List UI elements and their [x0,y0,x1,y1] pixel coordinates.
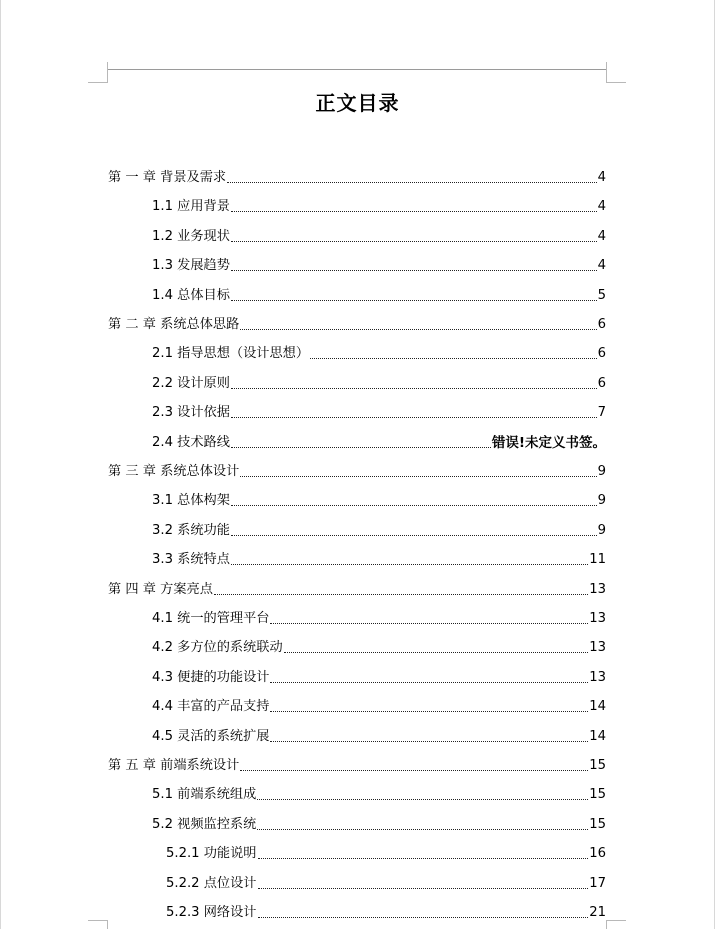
crop-mark-bottom-right-v [606,920,607,929]
toc-page-number: 6 [597,376,606,391]
toc-page-number: 9 [597,464,606,479]
toc-entry-label: 第 一 章 背景及需求 [108,170,227,185]
toc-entry-label: 4.5 灵活的系统扩展 [152,729,270,744]
toc-dot-leader [270,682,588,683]
toc-dot-leader [284,652,589,653]
toc-dot-leader [227,182,597,183]
crop-mark-bottom-left-v [107,920,108,929]
toc-entry[interactable] [166,905,606,921]
toc-entry-label: 第 四 章 方案亮点 [108,582,213,597]
toc-entry-label: 4.1 统一的管理平台 [152,611,270,626]
toc-page-number: 21 [589,905,606,920]
toc-entry-label: 5.2.1 功能说明 [166,846,257,861]
toc-dot-leader [270,623,588,624]
toc-dot-leader [257,829,588,830]
toc-dot-leader [240,329,596,330]
toc-entry[interactable] [152,199,606,215]
toc-page-number: 16 [589,846,606,861]
toc-page-number: 11 [589,552,606,567]
toc-entry[interactable] [152,229,606,245]
toc-dot-leader [231,447,491,448]
toc-entry[interactable] [108,582,606,598]
toc-page-number: 13 [589,640,606,655]
toc-entry[interactable] [166,876,606,892]
toc-entry[interactable] [152,552,606,568]
toc-entry-label: 5.2.2 点位设计 [166,876,257,891]
toc-dot-leader [270,711,588,712]
toc-entry[interactable] [108,758,606,774]
toc-entry-label: 5.2.3 网络设计 [166,905,257,920]
toc-entry[interactable] [152,640,606,656]
toc-error-text: 错误!未定义书签。 [491,435,606,451]
toc-entry[interactable] [152,258,606,274]
toc-page-number: 6 [597,346,606,361]
toc-dot-leader [240,770,588,771]
crop-mark-top-right-h [606,82,626,83]
toc-entry-label: 2.4 技术路线 [152,435,230,450]
toc-dot-leader [231,505,597,506]
toc-entry[interactable] [152,288,606,304]
toc-entry-label: 第 五 章 前端系统设计 [108,758,240,773]
toc-dot-leader [231,564,588,565]
toc-entry[interactable] [152,405,606,421]
toc-dot-leader [231,300,597,301]
toc-entry-label: 1.2 业务现状 [152,229,230,244]
toc-page-number: 4 [597,199,606,214]
toc-entry[interactable] [152,787,606,803]
toc-dot-leader [270,741,588,742]
toc-entry-label: 3.1 总体构架 [152,493,230,508]
toc-entry[interactable] [152,346,606,362]
toc-dot-leader [231,388,597,389]
toc-page-number: 13 [589,611,606,626]
toc-page-number: 15 [589,758,606,773]
crop-mark-bottom-right-h [606,920,626,921]
toc-entry-label: 2.2 设计原则 [152,376,230,391]
toc-entry[interactable] [152,611,606,627]
toc-dot-leader [257,799,588,800]
toc-entry[interactable] [152,729,606,745]
header-rule [108,69,606,70]
toc-entry-label: 4.3 便捷的功能设计 [152,670,270,685]
toc-dot-leader [231,241,597,242]
toc-entry[interactable] [108,464,606,480]
toc-entry-label: 1.3 发展趋势 [152,258,230,273]
crop-mark-top-left-v [107,62,108,83]
toc-entry[interactable] [166,846,606,862]
toc-entry[interactable] [152,435,606,451]
toc-entry-label: 第 二 章 系统总体思路 [108,317,240,332]
toc-entry-label: 第 三 章 系统总体设计 [108,464,240,479]
toc-page-number: 5 [597,288,606,303]
toc-entry-label: 4.2 多方位的系统联动 [152,640,283,655]
toc-page-number: 9 [597,523,606,538]
crop-mark-top-left-h [88,82,108,83]
toc-dot-leader [214,594,588,595]
crop-mark-bottom-left-h [88,920,108,921]
toc-page-number: 15 [589,817,606,832]
toc-page-number: 6 [597,317,606,332]
toc-entry[interactable] [152,670,606,686]
toc-dot-leader [258,858,589,859]
toc-page-number: 14 [589,699,606,714]
toc-entry-label: 1.1 应用背景 [152,199,230,214]
toc-entry-label: 5.1 前端系统组成 [152,787,257,802]
toc-entry[interactable] [152,699,606,715]
toc-entry-label: 4.4 丰富的产品支持 [152,699,270,714]
toc-entry[interactable] [152,817,606,833]
toc-entry-label: 3.3 系统特点 [152,552,230,567]
toc-page-number: 13 [589,582,606,597]
toc-entry[interactable] [152,523,606,539]
toc-entry-label: 3.2 系统功能 [152,523,230,538]
toc-page-number: 4 [597,258,606,273]
toc-page-number: 4 [597,170,606,185]
crop-mark-top-right-v [606,62,607,83]
toc-dot-leader [258,888,589,889]
toc-dot-leader [231,417,597,418]
toc-page-number: 13 [589,670,606,685]
toc-dot-leader [231,535,597,536]
toc-page-number: 4 [597,229,606,244]
toc-entry[interactable] [152,376,606,392]
toc-entry-label: 2.1 指导思想（设计思想） [152,346,310,361]
toc-dot-leader [231,211,597,212]
toc-entry-label: 1.4 总体目标 [152,288,230,303]
toc-dot-leader [310,358,597,359]
toc-entry-label: 5.2 视频监控系统 [152,817,257,832]
toc-page-number: 7 [597,405,606,420]
toc-page-number: 15 [589,787,606,802]
toc-page-number: 17 [589,876,606,891]
toc-dot-leader [231,270,597,271]
toc-page-number: 9 [597,493,606,508]
toc-dot-leader [240,476,596,477]
toc-entry[interactable] [108,317,606,333]
toc-dot-leader [258,917,589,918]
page-edge-left [0,0,1,929]
toc-page-number: 14 [589,729,606,744]
toc-entry-label: 2.3 设计依据 [152,405,230,420]
toc-entry[interactable] [152,493,606,509]
toc-entry[interactable] [108,170,606,186]
page-title: 正文目录 [315,91,400,115]
